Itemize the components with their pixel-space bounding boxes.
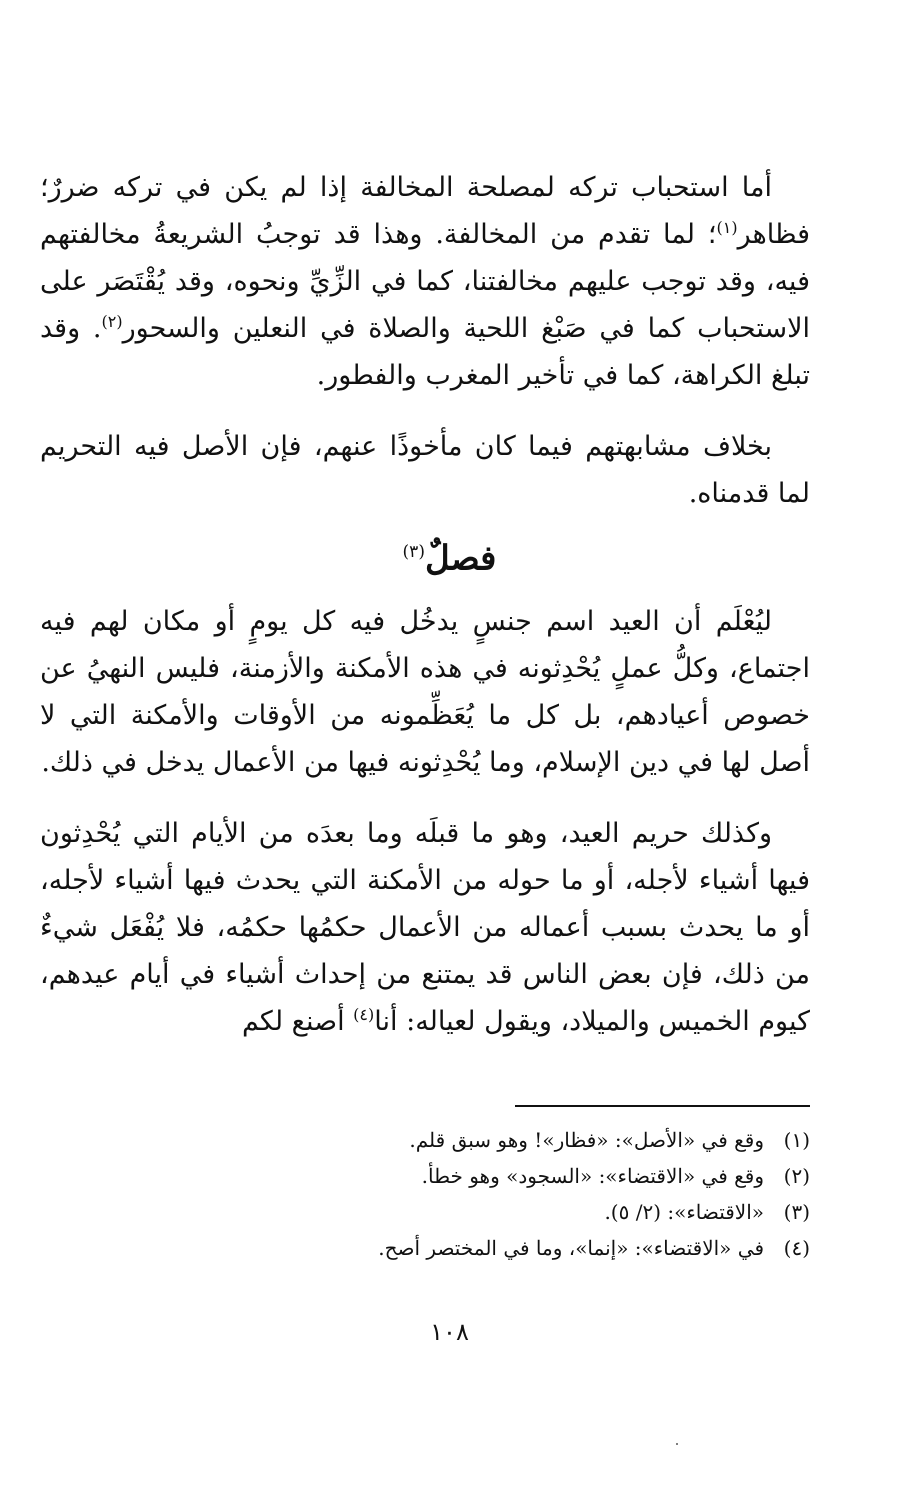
paragraph-1-text-b: ؛ لما تقدم من المخالفة. وهذا قد توجبُ الشريعةُ مخالفتهم فيه، وقد توجب عليهم مخالفتنا، كما في الزِّيِّ ونحوه، وقد يُقْتَصَر على الاستحباب كما في صَبْغ اللحية والصلاة في النعلين والسحور [40, 219, 810, 344]
paragraph-1-text-c: . وقد تبلغ الكراهة، كما في تأخير المغرب والفطور. [40, 313, 810, 391]
paragraph-1-text-a: أما استحباب تركه لمصلحة المخالفة إذا لم يكن في تركه ضررٌ؛ فظاهر [40, 172, 810, 250]
section-heading [0, 527, 899, 583]
paragraph-3 [40, 598, 810, 786]
footnote-ref-1: (١) [716, 218, 738, 237]
footnote-text: وقع في «الأصل»: «فظار»! وهو سبق قلم. [409, 1128, 764, 1152]
paragraph-2-text: بخلاف مشابهتهم فيما كان مأخوذًا عنهم، فإن الأصل فيه التحريم لما قدمناه. [40, 431, 810, 509]
footnotes-list [40, 1122, 810, 1266]
footnote-number: (٢) [783, 1164, 810, 1188]
section-heading-text: فصلٌ [424, 538, 497, 579]
footnote-ref-4: (٤) [353, 1005, 375, 1024]
footnote-item [40, 1122, 810, 1158]
paragraph-4 [40, 810, 810, 1045]
footnote-text: في «الاقتضاء»: «إنما»، وما في المختصر أصح. [378, 1236, 764, 1260]
footnote-text: «الاقتضاء»: (٢/ ٥). [604, 1200, 764, 1224]
footnote-ref-2: (٢) [101, 312, 123, 331]
paragraph-4-text-b: أصنع لكم [241, 1006, 354, 1037]
footnote-number: (١) [783, 1128, 810, 1152]
paragraph-4-text-a: وكذلك حريم العيد، وهو ما قبلَه وما بعدَه من الأيام التي يُحْدِثون فيها أشياء لأجله، أو ما حوله من الأمكنة التي يحدث فيها أشياء لأجله، أو ما يحدث بسبب أعماله من الأعمال حكمُها حكمُه، فلا يُفْعَل شيءٌ من ذلك، فإن بعض الناس قد يمتنع من إحداث أشياء في أيام عيدهم، كيوم الخميس والميلاد، ويقول لعياله: أنا [40, 818, 810, 1037]
footnote-divider [515, 1105, 810, 1107]
scan-speck [676, 1443, 678, 1445]
footnote-item [40, 1158, 810, 1194]
footnote-item [40, 1230, 810, 1266]
footnote-ref-3: (٣) [402, 542, 425, 562]
paragraph-2 [40, 423, 810, 517]
footnote-number: (٣) [783, 1200, 810, 1224]
paragraph-3-text: ليُعْلَم أن العيد اسم جنسٍ يدخُل فيه كل يومٍ أو مكان لهم فيه اجتماع، وكلُّ عملٍ يُحْدِثونه في هذه الأمكنة والأزمنة، فليس النهيُ عن خصوص أعيادهم، بل كل ما يُعَظِّمونه من الأوقات والأمكنة التي لا أصل لها في دين الإسلام، وما يُحْدِثونه فيها من الأعمال يدخل في ذلك. [40, 606, 810, 778]
page-number: ١٠٨ [430, 1318, 469, 1346]
paragraph-1 [40, 164, 810, 399]
footnote-item [40, 1194, 810, 1230]
footnote-text: وقع في «الاقتضاء»: «السجود» وهو خطأ. [421, 1164, 764, 1188]
footnote-number: (٤) [783, 1236, 810, 1260]
